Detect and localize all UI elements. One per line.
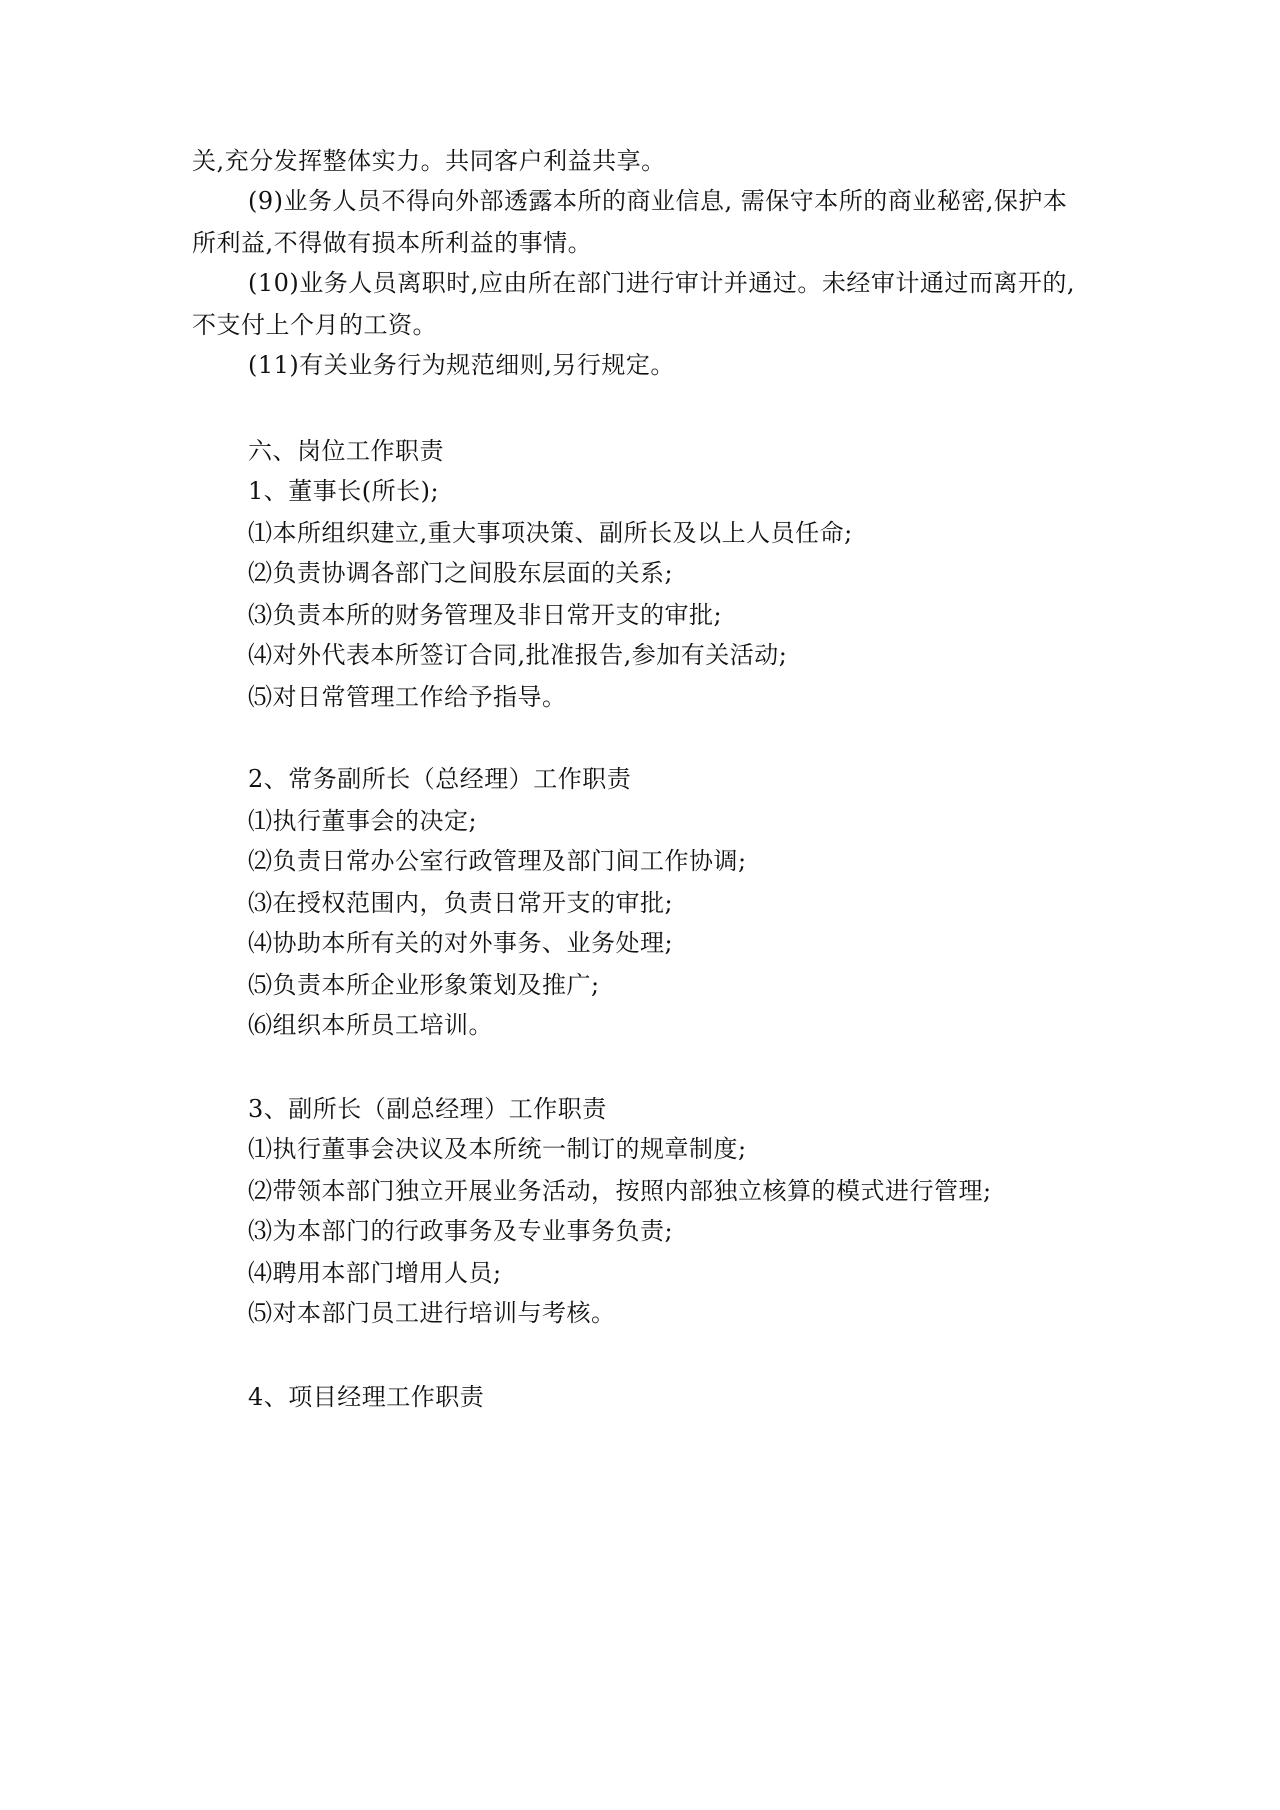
section-heading: 六、岗位工作职责 [248, 437, 444, 465]
role-item: ⑹组织本所员工培训。 [248, 1011, 493, 1039]
role-item: ⑵负责协调各部门之间股东层面的关系; [248, 559, 674, 587]
role-item: ⑷聘用本部门增用人员; [248, 1259, 502, 1287]
paragraph-line: (9)业务人员不得向外部透露本所的商业信息, 需保守本所的商业秘密,保护本 [248, 187, 1068, 215]
role-item: ⑸对日常管理工作给予指导。 [248, 683, 567, 711]
role-item: ⑷协助本所有关的对外事务、业务处理; [248, 929, 674, 957]
role-item: ⑵带领本部门独立开展业务活动，按照内部独立核算的模式进行管理; [248, 1177, 992, 1205]
paragraph-line: (11)有关业务行为规范细则,另行规定。 [248, 351, 675, 379]
paragraph-line: 不支付上个月的工资。 [192, 311, 437, 339]
role-item: ⑷对外代表本所签订合同,批准报告,参加有关活动; [248, 641, 788, 669]
role-title: 1、董事长(所长); [248, 477, 440, 505]
paragraph-line: 关,充分发挥整体实力。共同客户利益共享。 [192, 147, 666, 175]
role-item: ⑶为本部门的行政事务及专业事务负责; [248, 1217, 674, 1245]
role-item: ⑶在授权范围内，负责日常开支的审批; [248, 889, 674, 917]
role-item: ⑶负责本所的财务管理及非日常开支的审批; [248, 601, 723, 629]
role-title: 2、常务副所长（总经理）工作职责 [248, 765, 632, 793]
role-title: 4、项目经理工作职责 [248, 1383, 485, 1411]
role-item: ⑸对本部门员工进行培训与考核。 [248, 1299, 616, 1327]
paragraph-line: 所利益,不得做有损本所利益的事情。 [192, 229, 593, 257]
role-item: ⑴执行董事会决议及本所统一制订的规章制度; [248, 1135, 747, 1163]
role-item: ⑵负责日常办公室行政管理及部门间工作协调; [248, 847, 747, 875]
paragraph-line: (10)业务人员离职时,应由所在部门进行审计并通过。未经审计通过而离开的, [248, 269, 1076, 297]
role-item: ⑸负责本所企业形象策划及推广; [248, 971, 600, 999]
role-title: 3、副所长（副总经理）工作职责 [248, 1095, 607, 1123]
role-item: ⑴执行董事会的决定; [248, 807, 478, 835]
role-item: ⑴本所组织建立,重大事项决策、副所长及以上人员任命; [248, 519, 853, 547]
